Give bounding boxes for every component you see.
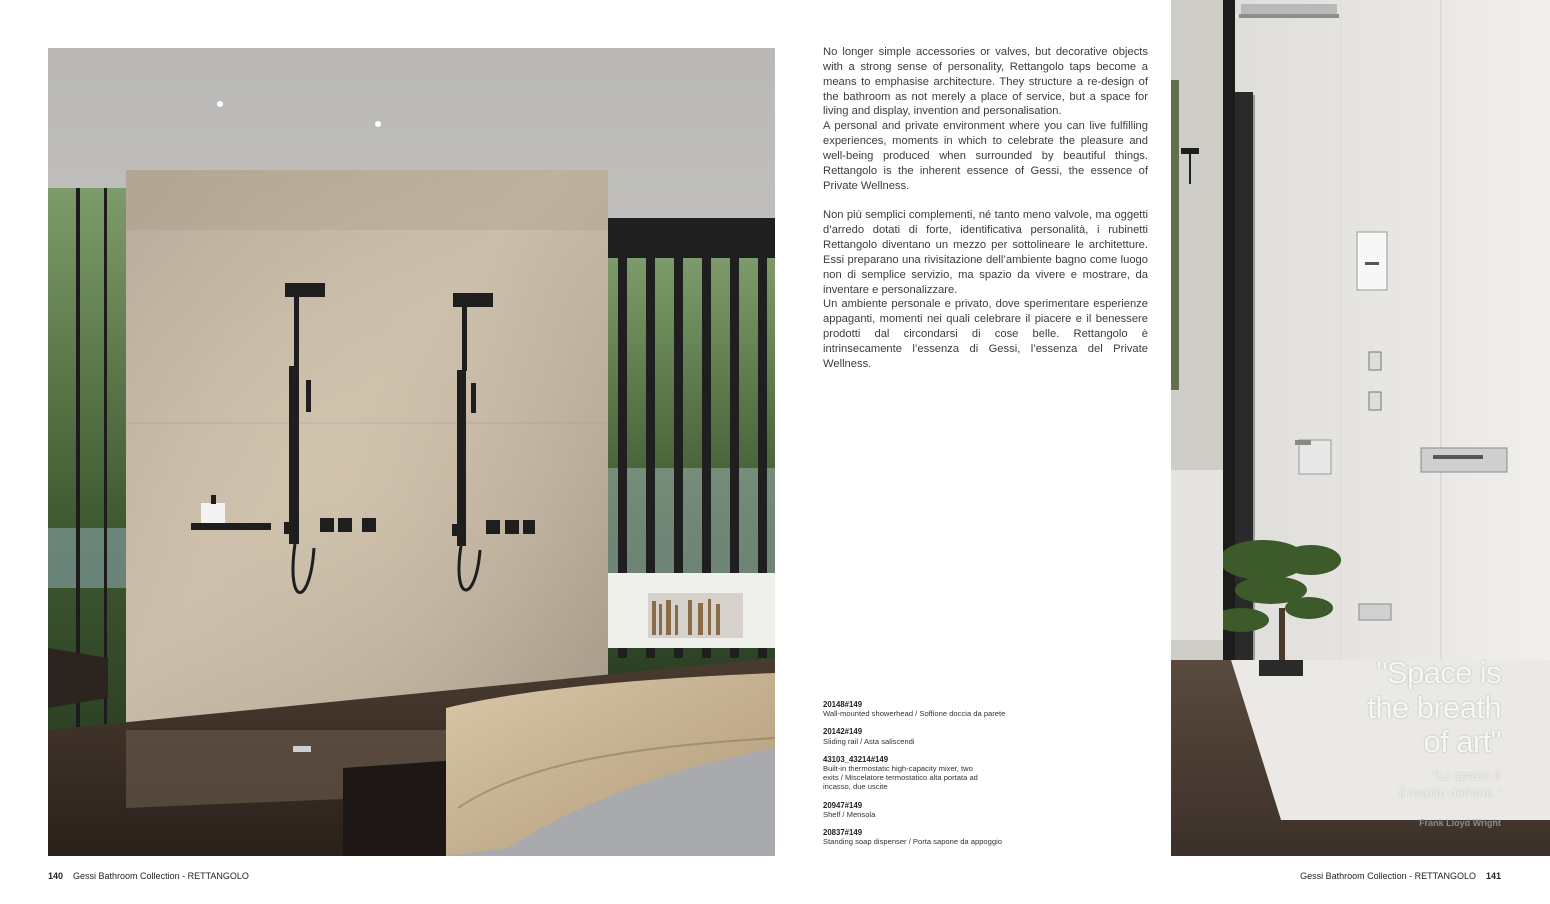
footer-title: Gessi Bathroom Collection - RETTANGOLO — [1300, 871, 1476, 881]
bathroom-photo-left — [48, 48, 775, 856]
product-code-list — [823, 700, 1023, 855]
quote-translation-line: il respiro dell'arte." — [1398, 785, 1501, 800]
product-item — [823, 700, 1023, 718]
quote-block — [1261, 656, 1501, 828]
product-item — [823, 801, 1023, 819]
paragraph-it-2: Un ambiente personale e privato, dove sperimentare esperienze appaganti, momenti nei quali celebrare il piacere e il benessere prodotti dal circondarsi di cose belle. Rettangolo è intrinsecamente l’essenza di Gessi, l’essenza del Private Wellness. — [823, 298, 1148, 370]
product-code: 43103_43214#149 — [823, 754, 889, 764]
product-description: Wall-mounted showerhead / Soffione doccia da parete — [823, 709, 1006, 719]
paragraph-en-1: No longer simple accessories or valves, but decorative objects with a strong sense of personality, Rettangolo taps become a means to emphasise architecture. They structure a re-design of the bathroom as not merely a place of service, but a space for living and display, invention and personalisation. — [823, 46, 1148, 118]
product-code: 20142#149 — [823, 727, 863, 737]
product-code: 20148#149 — [823, 700, 863, 709]
quote-translation-line: "Lo spazio è — [1432, 768, 1501, 783]
paragraph-it-1: Non più semplici complementi, né tanto meno valvole, ma oggetti d’arredo dotati di forte, identificativa personalità, i rubinetti Rettangolo diventano un mezzo per sottolineare le architetture. Essi preparano una rivisitazione dell’ambiente bagno come luogo non di semplice servizio, ma spazio da vivere e mostrare, da inventare e personalizzare. — [823, 209, 1148, 296]
quote-line: of art" — [1423, 724, 1501, 759]
quote-line: "Space is — [1376, 655, 1501, 690]
product-description: Sliding rail / Asta saliscendi — [823, 736, 915, 746]
product-item — [823, 755, 983, 792]
product-description: Shelf / Mensola — [823, 809, 876, 819]
product-item — [823, 727, 1023, 745]
body-copy — [823, 45, 1148, 372]
quote-translation — [1261, 768, 1501, 802]
product-item — [823, 828, 1023, 846]
page-number: 140 — [48, 871, 64, 881]
paragraph-en-2: A personal and private environment where you can live fulfilling experiences, moments in which to celebrate the pleasure and well-being produced when surrounded by beautiful things. Rettangolo is the inherent essence of Gessi, the essence of Private Wellness. — [823, 120, 1148, 192]
product-code: 20837#149 — [823, 828, 863, 838]
quote-author: Frank Lloyd Wright — [1419, 817, 1501, 828]
quote-text — [1261, 656, 1501, 760]
page-number: 141 — [1485, 871, 1501, 881]
product-description: Built-in thermostatic high-capacity mixer, two exits / Miscelatore termostatico alta portata ad incasso, due uscite — [823, 764, 978, 792]
footer-left — [48, 871, 249, 881]
quote-line: the breath — [1367, 689, 1501, 725]
footer-title: Gessi Bathroom Collection - RETTANGOLO — [73, 871, 249, 881]
product-code: 20947#149 — [823, 800, 863, 810]
product-description: Standing soap dispenser / Porta sapone da appoggio — [823, 837, 1003, 847]
footer-right — [1300, 871, 1501, 881]
